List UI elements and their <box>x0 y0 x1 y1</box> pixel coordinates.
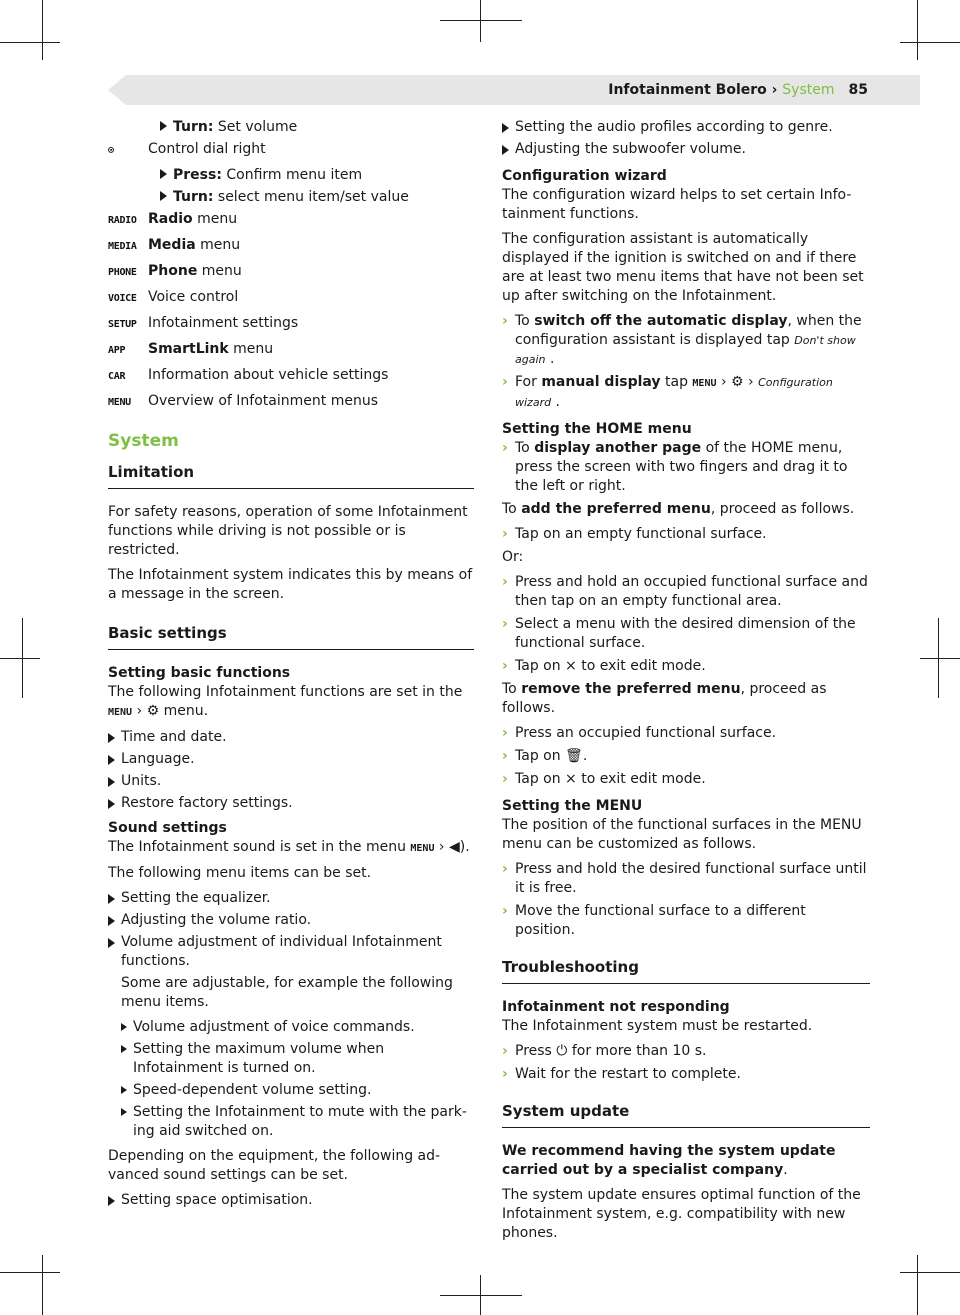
section-title-system: System <box>108 431 179 451</box>
wizard-subheading: Configuration wizard <box>502 168 667 184</box>
list-item: Setting the maximum volume when Infotainment is turned on. <box>108 1040 474 1078</box>
home-rem-1: › Press an occupied functional surface. <box>502 725 777 741</box>
chevron-right-icon: › <box>502 861 508 877</box>
trouble-step-1: › Press ⏻ for more than 10 s. <box>502 1043 707 1059</box>
control-label: SmartLink <box>148 341 229 357</box>
chevron-right-icon: › <box>502 658 508 674</box>
heading-basic-settings: Basic settings <box>108 624 474 650</box>
home-step-1: › To display another page of the HOME menu, press the screen with two fingers and drag it to the left or right. <box>502 440 848 494</box>
sound-list <box>108 889 474 971</box>
control-row <box>108 288 474 307</box>
menu-key-icon: MENU <box>108 397 131 408</box>
crop-mark <box>900 42 960 43</box>
control-rows <box>108 118 474 411</box>
chevron-right-icon: › <box>502 771 508 787</box>
triangle-bullet-icon <box>160 169 167 179</box>
running-header <box>608 81 868 99</box>
control-row <box>108 188 474 207</box>
home-add-3: › Select a menu with the desired dimension of the functional surface. <box>502 616 856 651</box>
basic-list <box>108 728 474 813</box>
home-or: Or: <box>502 549 524 565</box>
control-desc: Information about vehicle settings <box>148 367 389 383</box>
phone-key-icon: PHONE <box>108 267 137 278</box>
control-desc: menu <box>195 237 241 253</box>
menu-key-icon: MENU <box>108 707 133 718</box>
sound-subheading: Sound settings <box>108 820 227 836</box>
limitation-p2: The Infotainment system indicates this by means of a message in the screen. <box>108 567 473 602</box>
trouble-subheading: Infotainment not responding <box>502 999 730 1015</box>
control-desc: Set volume <box>213 119 298 135</box>
radio-key-icon: RADIO <box>108 215 137 226</box>
control-row <box>108 166 474 185</box>
car-key-icon: CAR <box>108 371 126 382</box>
chevron-right-icon: › <box>502 574 508 590</box>
menu-step-1: › Press and hold the desired functional surface until it is free. <box>502 861 867 896</box>
control-row <box>108 392 474 411</box>
crop-mark <box>900 1272 960 1273</box>
wizard-step-1: › To switch off the automatic display, when the configuration assistant is displayed tap Don't show again . <box>502 313 862 367</box>
voice-key-icon: VOICE <box>108 293 137 304</box>
control-desc: Confirm menu item <box>221 167 363 183</box>
chevron-right-icon: › <box>502 1043 508 1059</box>
control-desc: menu <box>192 211 238 227</box>
trouble-p1: The Infotainment system must be restarted. <box>502 1018 813 1034</box>
sound-sublist <box>108 1018 474 1141</box>
control-dial-icon: ⊙ <box>108 145 114 156</box>
home-add-intro: To add the preferred menu, proceed as follows. <box>502 501 855 517</box>
chevron-right-icon: › <box>502 1066 508 1082</box>
control-desc: select menu item/set value <box>213 189 409 205</box>
list-item: Setting space optimisation. <box>108 1191 474 1210</box>
control-row <box>108 118 474 137</box>
list-item: Setting the Infotainment to mute with the park-ing aid switched on. <box>108 1103 474 1141</box>
basic-p1: The following Infotainment functions are set in the MENU › ⚙ menu. <box>108 684 463 719</box>
control-row <box>108 366 474 385</box>
control-desc: Control dial right <box>148 141 266 157</box>
list-item: Adjusting the subwoofer volume. <box>502 140 870 159</box>
page-number: 85 <box>848 82 868 98</box>
chevron-right-icon: › <box>502 725 508 741</box>
list-item: Restore factory settings. <box>108 794 474 813</box>
left-column <box>108 118 474 1213</box>
audio-list <box>502 118 870 159</box>
home-remove-intro: To remove the preferred menu, proceed as follows. <box>502 681 827 716</box>
crop-mark <box>917 0 918 60</box>
home-subheading: Setting the HOME menu <box>502 421 692 437</box>
list-item: Time and date. <box>108 728 474 747</box>
control-desc: menu <box>228 341 274 357</box>
header-section: System <box>782 82 835 98</box>
triangle-bullet-icon <box>160 191 167 201</box>
chevron-right-icon: › <box>502 748 508 764</box>
menu-step-2: › Move the functional surface to a different position. <box>502 903 806 938</box>
crop-mark <box>0 42 60 43</box>
chevron-right-icon: › <box>502 526 508 542</box>
list-item: Setting the equalizer. <box>108 889 474 908</box>
sound-p3: Depending on the equipment, the following ad-vanced sound settings can be set. <box>108 1148 441 1183</box>
chevron-right-icon: › <box>502 616 508 632</box>
crop-mark <box>440 20 522 21</box>
crop-mark <box>440 1295 522 1296</box>
control-label: Media <box>148 237 196 253</box>
chevron-right-icon: › <box>502 440 508 456</box>
setup-key-icon: SETUP <box>108 319 137 330</box>
list-item: Units. <box>108 772 474 791</box>
crop-mark <box>42 1255 43 1315</box>
menu-key-icon: MENU <box>692 378 717 389</box>
wrench-icon: ⚙ <box>146 703 160 719</box>
control-label: Phone <box>148 263 198 279</box>
control-desc: Overview of Infotainment menus <box>148 393 378 409</box>
home-rem-3: › Tap on × to exit edit mode. <box>502 771 706 787</box>
wizard-p2: The configuration assistant is automatically displayed if the ignition is switched on and if there are at least two menu items that have not been set up after switching on the Infotainment. <box>502 231 864 304</box>
control-desc: Voice control <box>148 289 239 305</box>
menu-key-icon: MENU <box>410 843 435 854</box>
limitation-p1: For safety reasons, operation of some Infotainment functions while driving is not possible or is restricted. <box>108 504 468 558</box>
crop-mark <box>480 0 481 42</box>
control-desc: menu <box>197 263 242 279</box>
header-sep: › <box>766 82 783 98</box>
heading-troubleshooting: Troubleshooting <box>502 958 870 984</box>
crop-mark <box>0 1272 60 1273</box>
menu-p1: The position of the functional surfaces in the MENU menu can be customized as follows. <box>502 817 862 852</box>
control-row <box>108 340 474 359</box>
basic-subheading: Setting basic functions <box>108 665 291 681</box>
triangle-bullet-icon <box>160 121 167 131</box>
home-add-1: › Tap on an empty functional surface. <box>502 526 767 542</box>
control-desc: Infotainment settings <box>148 315 299 331</box>
chevron-right-icon: › <box>502 374 508 390</box>
header-book: Infotainment Bolero <box>608 82 767 98</box>
home-rem-2: › Tap on 🗑. <box>502 748 588 764</box>
control-row <box>108 314 474 333</box>
chevron-right-icon: › <box>502 903 508 919</box>
home-add-2: › Press and hold an occupied functional surface and then tap on an empty functional area. <box>502 574 868 609</box>
control-label: Turn: <box>173 119 214 135</box>
dont-show-again-button[interactable]: Don't show again <box>515 334 856 366</box>
wrench-icon: ⚙ <box>731 374 744 390</box>
list-item: Language. <box>108 750 474 769</box>
update-p1: We recommend having the system update carried out by a specialist company. <box>502 1143 836 1178</box>
list-item: Volume adjustment of individual Infotainment functions. <box>108 933 474 971</box>
crop-mark <box>920 658 960 659</box>
sound-p2: The following menu items can be set. <box>108 865 372 881</box>
update-p2: The system update ensures optimal function of the Infotainment system, e.g. compatibility with new phones. <box>502 1187 861 1241</box>
wizard-step-2: › For manual display tap MENU › ⚙ › Configuration wizard . <box>502 374 833 410</box>
list-item: Volume adjustment of voice commands. <box>108 1018 474 1037</box>
list-item: Setting the audio profiles according to genre. <box>502 118 870 137</box>
media-key-icon: MEDIA <box>108 241 137 252</box>
speaker-icon: ◀) <box>448 839 466 855</box>
right-column <box>502 118 870 1249</box>
crop-mark <box>42 0 43 60</box>
configuration-wizard-button[interactable]: Configuration wizard <box>515 376 833 409</box>
sound-list-2 <box>108 1191 474 1210</box>
sound-note: Some are adjustable, for example the following menu items. <box>121 975 453 1010</box>
app-key-icon: APP <box>108 345 126 356</box>
crop-mark <box>0 658 40 659</box>
control-row <box>108 262 474 281</box>
heading-limitation: Limitation <box>108 463 474 489</box>
control-row <box>108 140 474 159</box>
crop-mark <box>917 1255 918 1315</box>
control-label: Radio <box>148 211 193 227</box>
control-row <box>108 236 474 255</box>
list-item: Speed-dependent volume setting. <box>108 1081 474 1100</box>
chevron-right-icon: › <box>502 313 508 329</box>
control-label: Press: <box>173 167 222 183</box>
trouble-step-2: › Wait for the restart to complete. <box>502 1066 741 1082</box>
list-item: Adjusting the volume ratio. <box>108 911 474 930</box>
wizard-p1: The configuration wizard helps to set certain Info-tainment functions. <box>502 187 852 222</box>
heading-system-update: System update <box>502 1102 870 1128</box>
control-label: Turn: <box>173 189 214 205</box>
menu-subheading: Setting the MENU <box>502 798 643 814</box>
control-row <box>108 210 474 229</box>
home-add-4: › Tap on × to exit edit mode. <box>502 658 706 674</box>
sound-p1: The Infotainment sound is set in the menu MENU › ◀). <box>108 839 470 855</box>
